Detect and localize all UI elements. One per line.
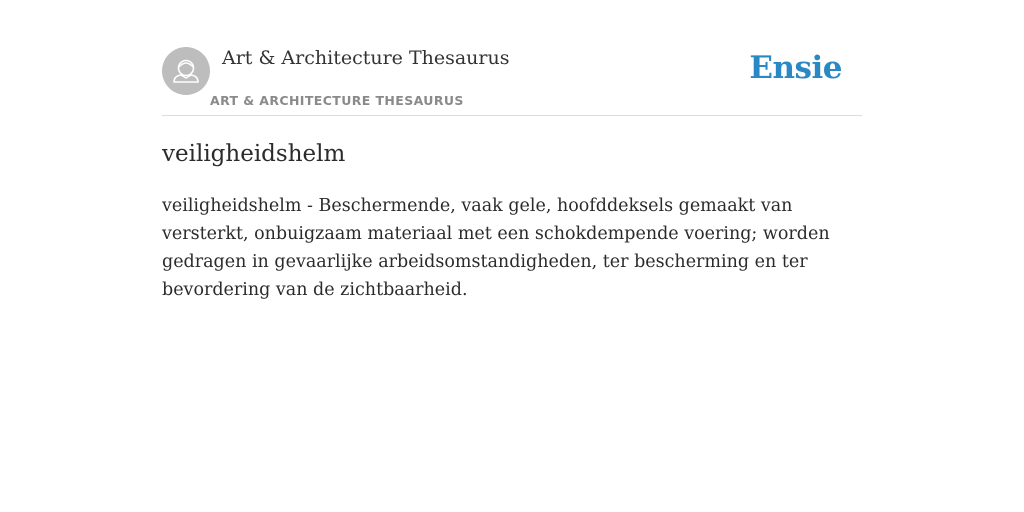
page-title: veiligheidshelm bbox=[162, 141, 346, 167]
content-container bbox=[162, 0, 862, 300]
header bbox=[162, 0, 862, 116]
brand-logo[interactable]: Ensie bbox=[749, 50, 842, 86]
avatar[interactable] bbox=[162, 47, 210, 95]
definition-text: veiligheidshelm - Beschermende, vaak gele, hoofddeksels gemaakt van versterkt, onbuigzaam materiaal met een schokdempende voering; worden gedragen in gevaarlijke arbeidsomstandigheden, ter bescherming en ter bevordering van de zichtbaarheid. bbox=[162, 196, 830, 300]
source-label[interactable]: ART & ARCHITECTURE THESAURUS bbox=[210, 93, 464, 108]
user-silhouette-icon bbox=[162, 47, 210, 95]
author-name[interactable]: Art & Architecture Thesaurus bbox=[222, 47, 510, 69]
